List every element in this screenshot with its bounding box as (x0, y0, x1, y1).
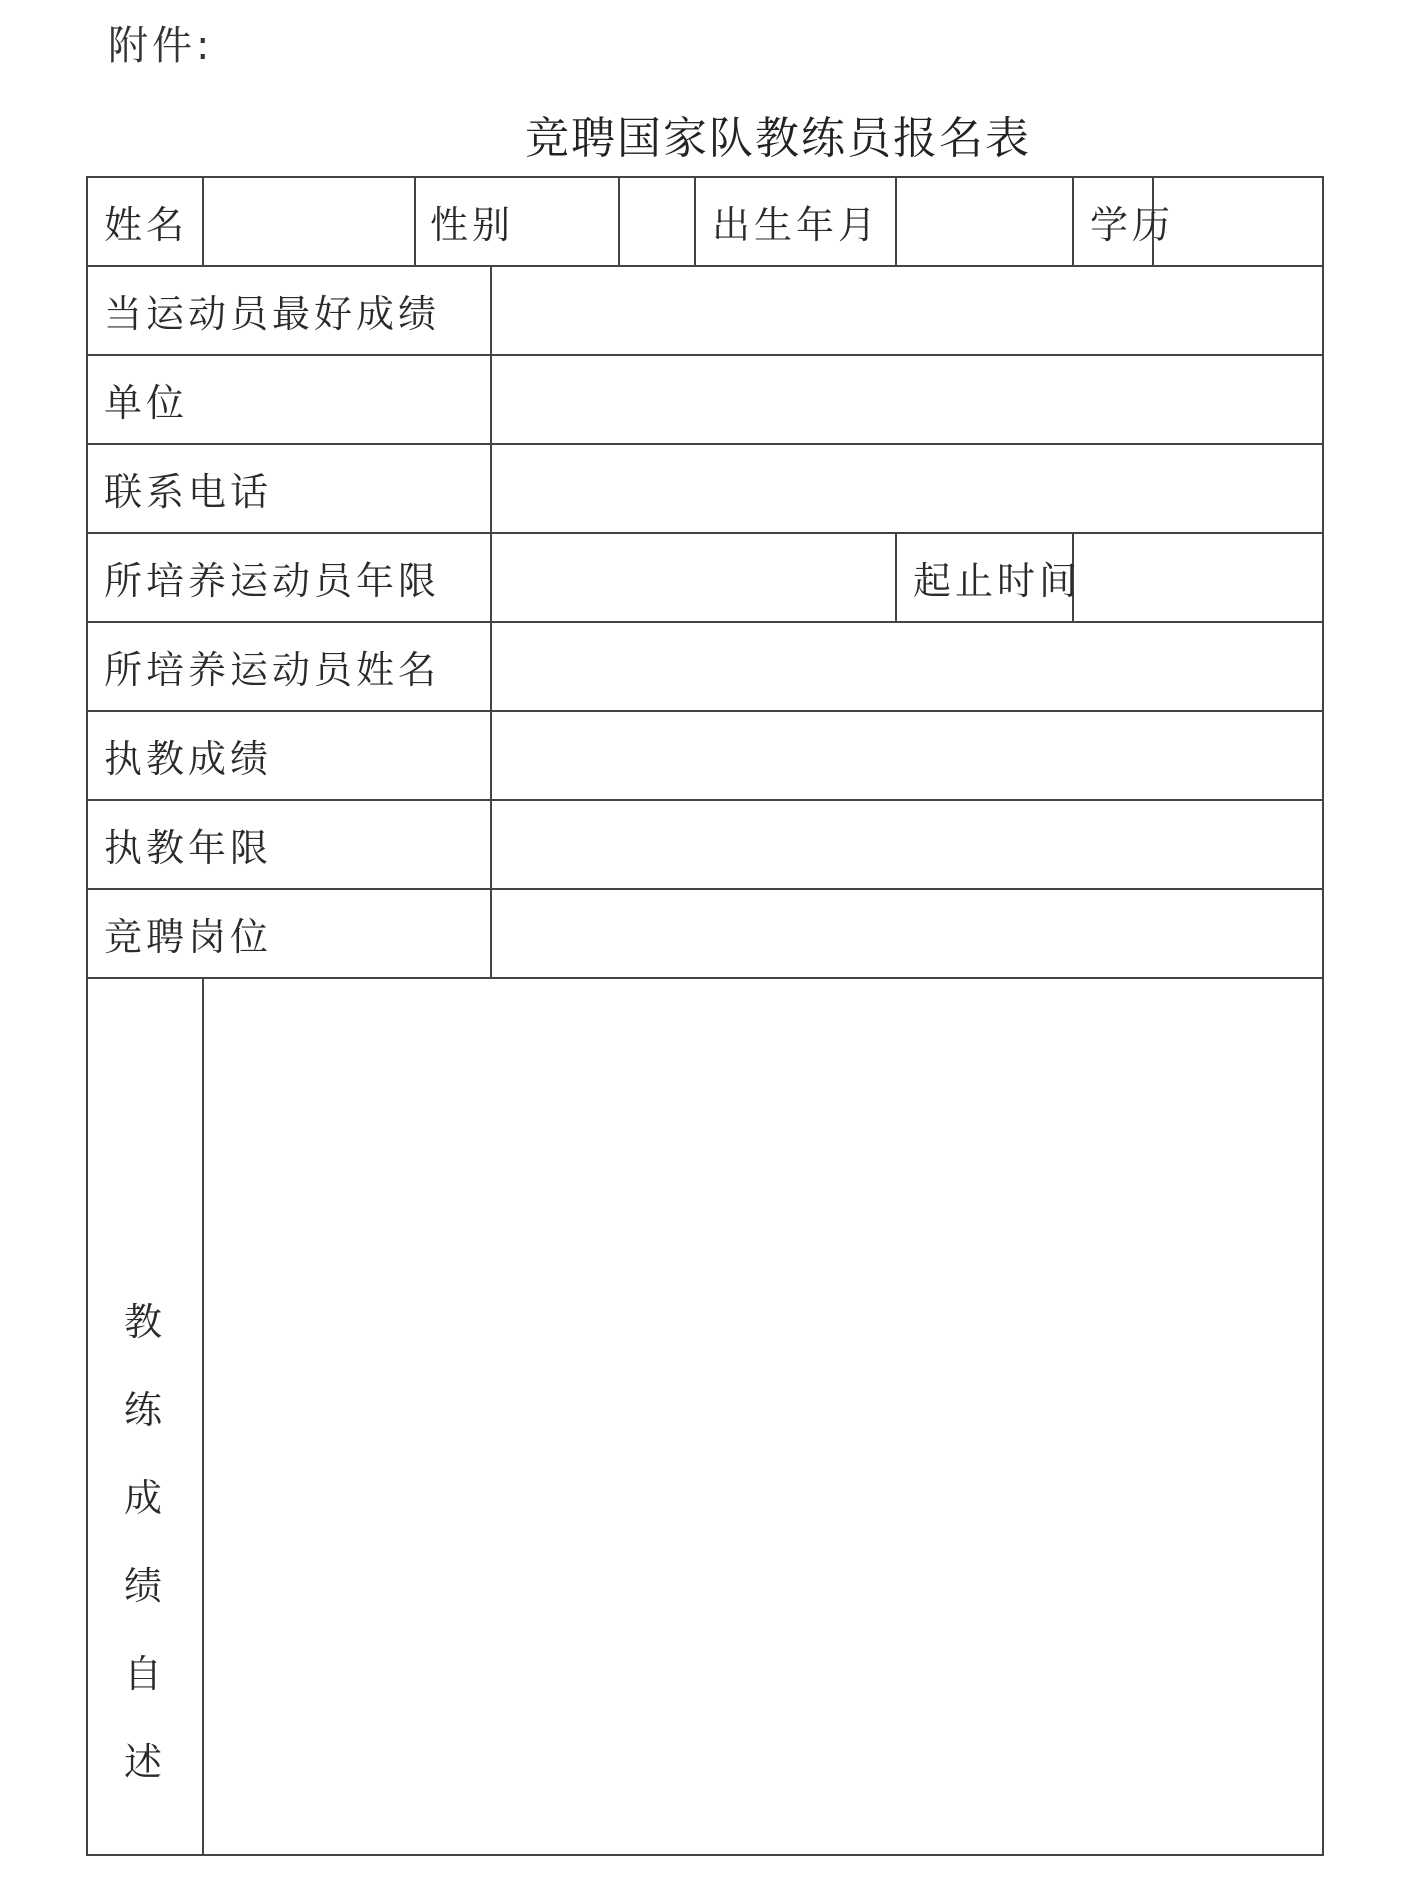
education-label: 学历 (1073, 177, 1153, 266)
self-statement-char: 练 (123, 1387, 166, 1432)
self-statement-char: 述 (123, 1739, 166, 1784)
position-field[interactable] (491, 889, 1323, 978)
trained-names-label: 所培养运动员姓名 (87, 622, 491, 711)
name-field[interactable] (203, 177, 415, 266)
coaching-years-field[interactable] (491, 800, 1323, 889)
coaching-results-label: 执教成绩 (87, 711, 491, 800)
position-label: 竞聘岗位 (87, 889, 491, 978)
education-field[interactable] (1153, 177, 1323, 266)
form-row-basic-info (87, 177, 1323, 266)
phone-field[interactable] (491, 444, 1323, 533)
training-years-field[interactable] (491, 533, 896, 622)
birth-date-field[interactable] (896, 177, 1073, 266)
form-row-coaching-years (87, 800, 1323, 889)
self-statement-char: 教 (123, 1299, 166, 1344)
attachment-label: 附件: (108, 23, 214, 69)
self-statement-field[interactable] (203, 978, 1323, 1855)
athlete-best-label: 当运动员最好成绩 (87, 266, 491, 355)
form-row-unit (87, 355, 1323, 444)
period-label: 起止时间 (896, 533, 1073, 622)
self-statement-char: 绩 (123, 1563, 166, 1608)
form-row-phone (87, 444, 1323, 533)
self-statement-vertical-text (88, 1028, 202, 1806)
phone-label: 联系电话 (87, 444, 491, 533)
self-statement-char: 成 (123, 1475, 166, 1520)
form-title: 竞聘国家队教练员报名表 (525, 113, 1031, 164)
coaching-years-label: 执教年限 (87, 800, 491, 889)
self-statement-char: 自 (123, 1651, 166, 1696)
athlete-best-field[interactable] (491, 266, 1323, 355)
unit-label: 单位 (87, 355, 491, 444)
registration-form-table (86, 176, 1324, 1856)
form-row-athlete-best (87, 266, 1323, 355)
gender-field[interactable] (619, 177, 695, 266)
trained-names-field[interactable] (491, 622, 1323, 711)
self-statement-label (87, 978, 203, 1855)
form-row-trained-names (87, 622, 1323, 711)
form-row-training-years (87, 533, 1323, 622)
form-row-self-statement (87, 978, 1323, 1855)
training-years-label: 所培养运动员年限 (87, 533, 491, 622)
form-row-position (87, 889, 1323, 978)
gender-label: 性别 (415, 177, 619, 266)
form-row-coaching-results (87, 711, 1323, 800)
name-label: 姓名 (87, 177, 203, 266)
period-field[interactable] (1073, 533, 1323, 622)
coaching-results-field[interactable] (491, 711, 1323, 800)
birth-date-label: 出生年月 (695, 177, 896, 266)
unit-field[interactable] (491, 355, 1323, 444)
